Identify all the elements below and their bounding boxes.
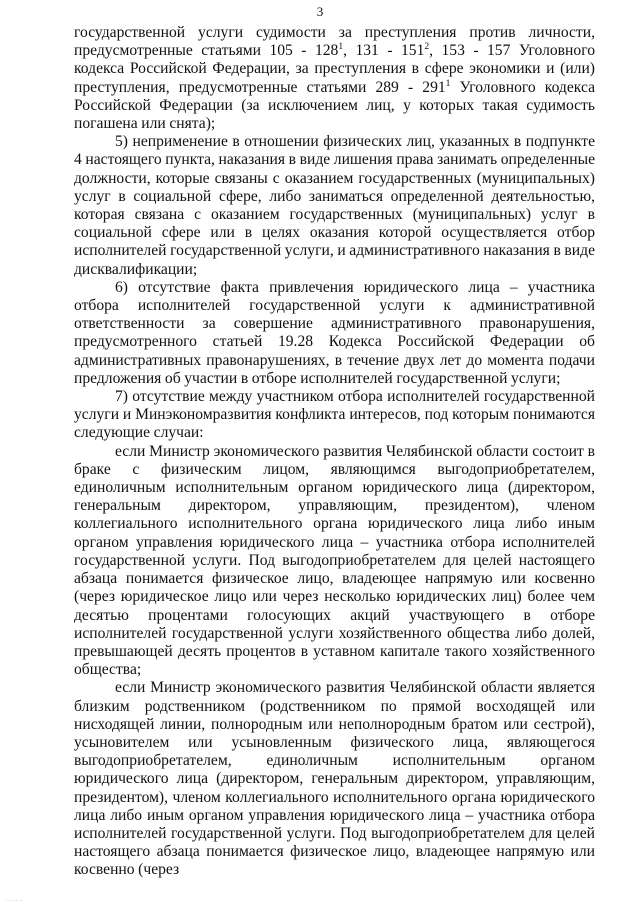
text-run: государственной услуги судимости за преступления против личности, предусмотренные статьями 105 - 128 (74, 24, 595, 60)
paragraph-item-7 (74, 388, 595, 443)
paragraph-case-relative (74, 679, 595, 879)
superscript: 2 (424, 42, 430, 53)
text-run: Уголовного кодекса Российской Федерации (за исключением лиц, у которых такая судимость погашена или снята); (74, 78, 596, 133)
text-run: если Министр экономического развития Челябинской области состоит в браке с физическим лицом, являющимся выгодоприобретателем, единоличным исполнительным органом юридического лица (директором, генеральным директором, управляющим, президентом), членом коллегиального исполнительного органа юридического лица либо иным органом управления юридического лица – участника отбора исполнителей государственной услуги. Под выгодоприобретателем для целей настоящего абзаца понимается физическое лицо, владеющее напрямую или косвенно (через юридическое лицо или через несколько юридических лиц) более чем десятью процентами голосующих акций участвующего в отборе исполнителей государственной услуги хозяйственного общества либо долей, превышающей десять процентов в уставном капитале такого хозяйственного общества; (74, 442, 595, 679)
superscript: 1 (445, 78, 451, 89)
text-run: , 153 - 157 Уголовного кодекса Российской Федерации, за преступления в сфере экономики и (или) преступления, предусмотренные статьями 289 - 291 (74, 42, 595, 96)
text-run: если Министр экономического развития Челябинской области является близким родственником (родственником по прямой восходящей или нисходящей линии, полнородным или неполнородным братом или сестрой), усыновителем или усыновленным физического лица, являющегося выгодоприобретателем, единоличным исполнительным органом юридического лица (директором, генеральным директором, управляющим, президентом), членом коллегиального исполнительного органа юридического лица либо иным органом управления юридического лица – участника отбора исполнителей государственной услуги. Под выгодоприобретателем для целей настоящего абзаца понимается физическое лицо, владеющее напрямую или косвенно (через (74, 679, 595, 879)
paragraph-continuation (74, 24, 595, 133)
scan-mark: ....... (6, 897, 24, 903)
text-run: 6) отсутствие факта привлечения юридического лица – участника отбора исполнителей государственной услуги к административной ответственности за совершение административного правонарушения, предусмотренного статьей 19.28 Кодекса Российской Федерации об административных правонарушениях, в течение двух лет до момента подачи предложения об участии в отборе исполнителей государственной услуги; (74, 278, 595, 387)
paragraph-item-5 (74, 133, 595, 279)
text-run: , 131 - 151 (343, 42, 425, 60)
superscript: 1 (338, 42, 344, 53)
paragraph-case-marriage (74, 443, 595, 680)
page-number: 3 (316, 4, 324, 19)
document-body (74, 24, 595, 880)
paragraph-item-6 (74, 279, 595, 388)
text-run: 5) неприменение в отношении физических лиц, указанных в подпункте 4 настоящего пункта, наказания в виде лишения права занимать определенные должности, которые связаны с оказанием государственных (муниципальных) услуг в социальной сфере, либо заниматься определенной деятельностью, которая связана с оказанием государственных (муниципальных) услуг в социальной сфере или в целях оказания которой осуществляется отбор исполнителей государственной услуги, и административного наказания в виде дисквалификации; (74, 133, 595, 278)
text-run: 7) отсутствие между участником отбора исполнителей государственной услуги и Минэкономразвития конфликта интересов, под которым понимаются следующие случаи: (74, 388, 595, 442)
